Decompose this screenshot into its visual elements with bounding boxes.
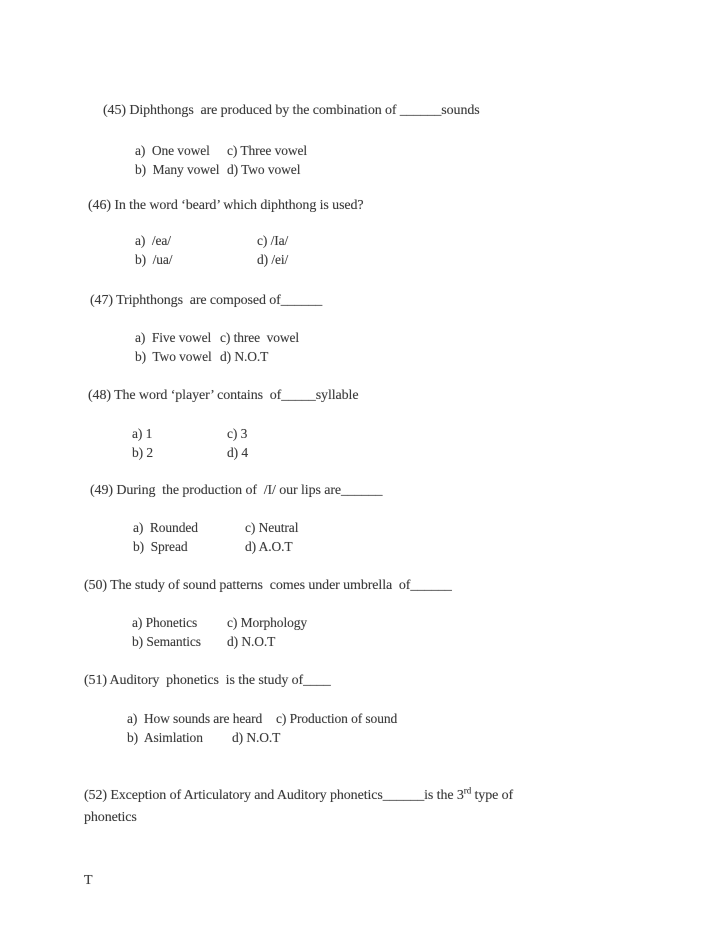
option-49-a: a) Rounded [133, 520, 198, 535]
options-row [135, 349, 299, 368]
option-51-c: c) Production of sound [276, 711, 398, 726]
question-52-ordinal-superscript: rd [463, 785, 472, 796]
option-48-d: d) 4 [227, 445, 248, 460]
option-51-b: b) Asimlation [127, 730, 203, 745]
option-47-b: b) Two vowel [135, 349, 212, 364]
question-46-text: (46) In the word ‘beard’ which diphthong is used? [88, 198, 364, 213]
option-48-a: a) 1 [132, 426, 153, 441]
question-48-text: (48) The word ‘player’ contains of_____syllable [88, 388, 359, 403]
options-row [132, 615, 307, 634]
question-50-options [132, 615, 307, 653]
question-47-text: (47) Triphthongs are composed of______ [90, 293, 323, 308]
options-row [133, 539, 298, 558]
option-49-b: b) Spread [133, 539, 188, 554]
option-48-c: c) 3 [227, 426, 248, 441]
option-45-b: b) Many vowel [135, 162, 220, 177]
option-46-a: a) /ea/ [135, 233, 171, 248]
question-49-options [133, 520, 298, 558]
page-footer-mark: T [84, 873, 93, 888]
question-51-options [127, 711, 397, 749]
option-47-c: c) three vowel [220, 330, 300, 345]
question-49-text: (49) During the production of /I/ our lips are______ [90, 483, 383, 498]
option-45-c: c) Three vowel [227, 143, 308, 158]
option-47-d: d) N.O.T [220, 349, 269, 364]
question-52-text [84, 785, 624, 829]
option-51-a: a) How sounds are heard [127, 711, 263, 726]
option-49-c: c) Neutral [245, 520, 299, 535]
question-47-options [135, 330, 299, 368]
option-50-c: c) Morphology [227, 615, 308, 630]
option-50-a: a) Phonetics [132, 615, 198, 630]
option-48-b: b) 2 [132, 445, 153, 460]
options-row [135, 143, 307, 162]
question-46-options [135, 233, 288, 271]
options-row [127, 730, 397, 749]
option-47-a: a) Five vowel [135, 330, 212, 345]
options-row [127, 711, 397, 730]
question-48-options [132, 426, 248, 464]
option-45-a: a) One vowel [135, 143, 210, 158]
options-row [132, 445, 248, 464]
question-52-line1-after-sup: type of [471, 788, 514, 803]
question-51-text: (51) Auditory phonetics is the study of____ [84, 673, 331, 688]
options-row [135, 162, 307, 181]
question-52-line2: phonetics [84, 810, 137, 825]
option-46-b: b) /ua/ [135, 252, 173, 267]
option-46-c: c) /Ia/ [257, 233, 289, 248]
options-row [135, 330, 299, 349]
options-row [132, 426, 248, 445]
question-45-options [135, 143, 307, 181]
question-45-text: (45) Diphthongs are produced by the combination of ______sounds [103, 103, 480, 118]
options-row [135, 233, 288, 252]
options-row [132, 634, 307, 653]
option-50-b: b) Semantics [132, 634, 201, 649]
question-50-text: (50) The study of sound patterns comes under umbrella of______ [84, 578, 452, 593]
option-50-d: d) N.O.T [227, 634, 276, 649]
option-46-d: d) /ei/ [257, 252, 289, 267]
option-49-d: d) A.O.T [245, 539, 293, 554]
question-52-line1-before-sup: (52) Exception of Articulatory and Auditory phonetics______is the 3 [84, 788, 464, 803]
options-row [135, 252, 288, 271]
option-51-d: d) N.O.T [232, 730, 281, 745]
options-row [133, 520, 298, 539]
option-45-d: d) Two vowel [227, 162, 301, 177]
